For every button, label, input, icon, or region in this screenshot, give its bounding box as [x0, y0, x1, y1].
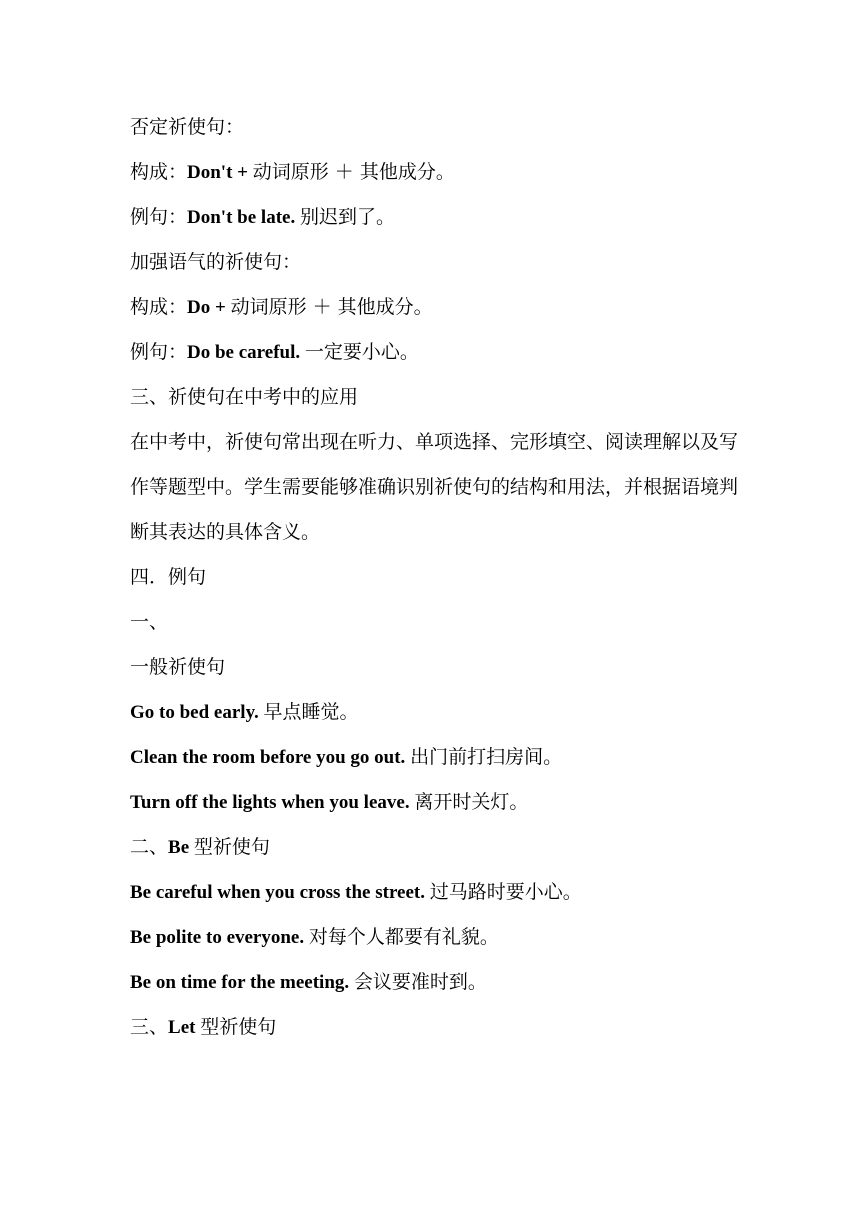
negative-form-line	[130, 157, 740, 202]
example-chinese: 早点睡觉。	[263, 701, 359, 723]
section-title-text: 四．例句	[130, 566, 207, 588]
example-chinese: 对每个人都要有礼貌。	[308, 926, 499, 948]
example-sentence-1	[130, 697, 740, 742]
example-sentence-4	[130, 877, 740, 922]
example-english: Clean the room before you go out.	[130, 747, 411, 768]
example-chinese: 出门前打扫房间。	[410, 746, 563, 768]
example-label: 例句：	[130, 206, 188, 228]
form-label: 构成：	[130, 296, 188, 318]
example-chinese: 过马路时要小心。	[429, 881, 582, 903]
subsection-chinese: 型祈使句	[193, 836, 270, 858]
subsection-prefix: 三、	[130, 1016, 169, 1038]
subsection-number-text: 一、	[130, 611, 169, 633]
example-sentence-5	[130, 922, 740, 967]
form-english: Don't +	[187, 162, 253, 183]
example-english: Turn off the lights when you leave.	[130, 792, 415, 813]
subsection-one-number	[130, 607, 740, 652]
example-chinese: 离开时关灯。	[414, 791, 529, 813]
section-three-paragraph: 在中考中，祈使句常出现在听力、单项选择、完形填空、阅读理解以及写作等题型中。学生需要能够准确识别祈使句的结构和用法，并根据语境判断其表达的具体含义。	[130, 431, 739, 543]
section-title-text: 三、祈使句在中考中的应用	[130, 386, 359, 408]
negative-example-line	[130, 202, 740, 247]
form-chinese: 动词原形 ＋ 其他成分。	[230, 296, 433, 318]
subsection-english: Let	[168, 1017, 201, 1038]
example-sentence-3	[130, 787, 740, 832]
subsection-two-title	[130, 832, 740, 877]
negative-imperative-heading	[130, 112, 740, 157]
example-english: Be on time for the meeting.	[130, 972, 354, 993]
example-chinese: 别迟到了。	[299, 206, 395, 228]
example-chinese: 一定要小心。	[304, 341, 419, 363]
heading-text: 加强语气的祈使句：	[130, 251, 302, 273]
emphatic-form-line	[130, 292, 740, 337]
form-chinese: 动词原形 ＋ 其他成分。	[252, 161, 455, 183]
subsection-prefix: 二、	[130, 836, 169, 858]
example-english: Go to bed early.	[130, 702, 264, 723]
form-label: 构成：	[130, 161, 188, 183]
example-english: Do be careful.	[187, 342, 305, 363]
example-english: Be careful when you cross the street.	[130, 882, 430, 903]
emphatic-example-line	[130, 337, 740, 382]
heading-text: 否定祈使句：	[130, 116, 245, 138]
example-english: Don't be late.	[187, 207, 300, 228]
document-page	[130, 112, 740, 1057]
subsection-one-title	[130, 652, 740, 697]
example-english: Be polite to everyone.	[130, 927, 309, 948]
form-english: Do +	[187, 297, 231, 318]
section-four-title	[130, 562, 740, 607]
example-label: 例句：	[130, 341, 188, 363]
example-sentence-6	[130, 967, 740, 1012]
subsection-three-title	[130, 1012, 740, 1057]
example-chinese: 会议要准时到。	[353, 971, 487, 993]
subsection-chinese: 型祈使句	[200, 1016, 277, 1038]
subsection-title-text: 一般祈使句	[130, 656, 226, 678]
subsection-english: Be	[168, 837, 194, 858]
example-sentence-2	[130, 742, 740, 787]
emphatic-imperative-heading	[130, 247, 740, 292]
